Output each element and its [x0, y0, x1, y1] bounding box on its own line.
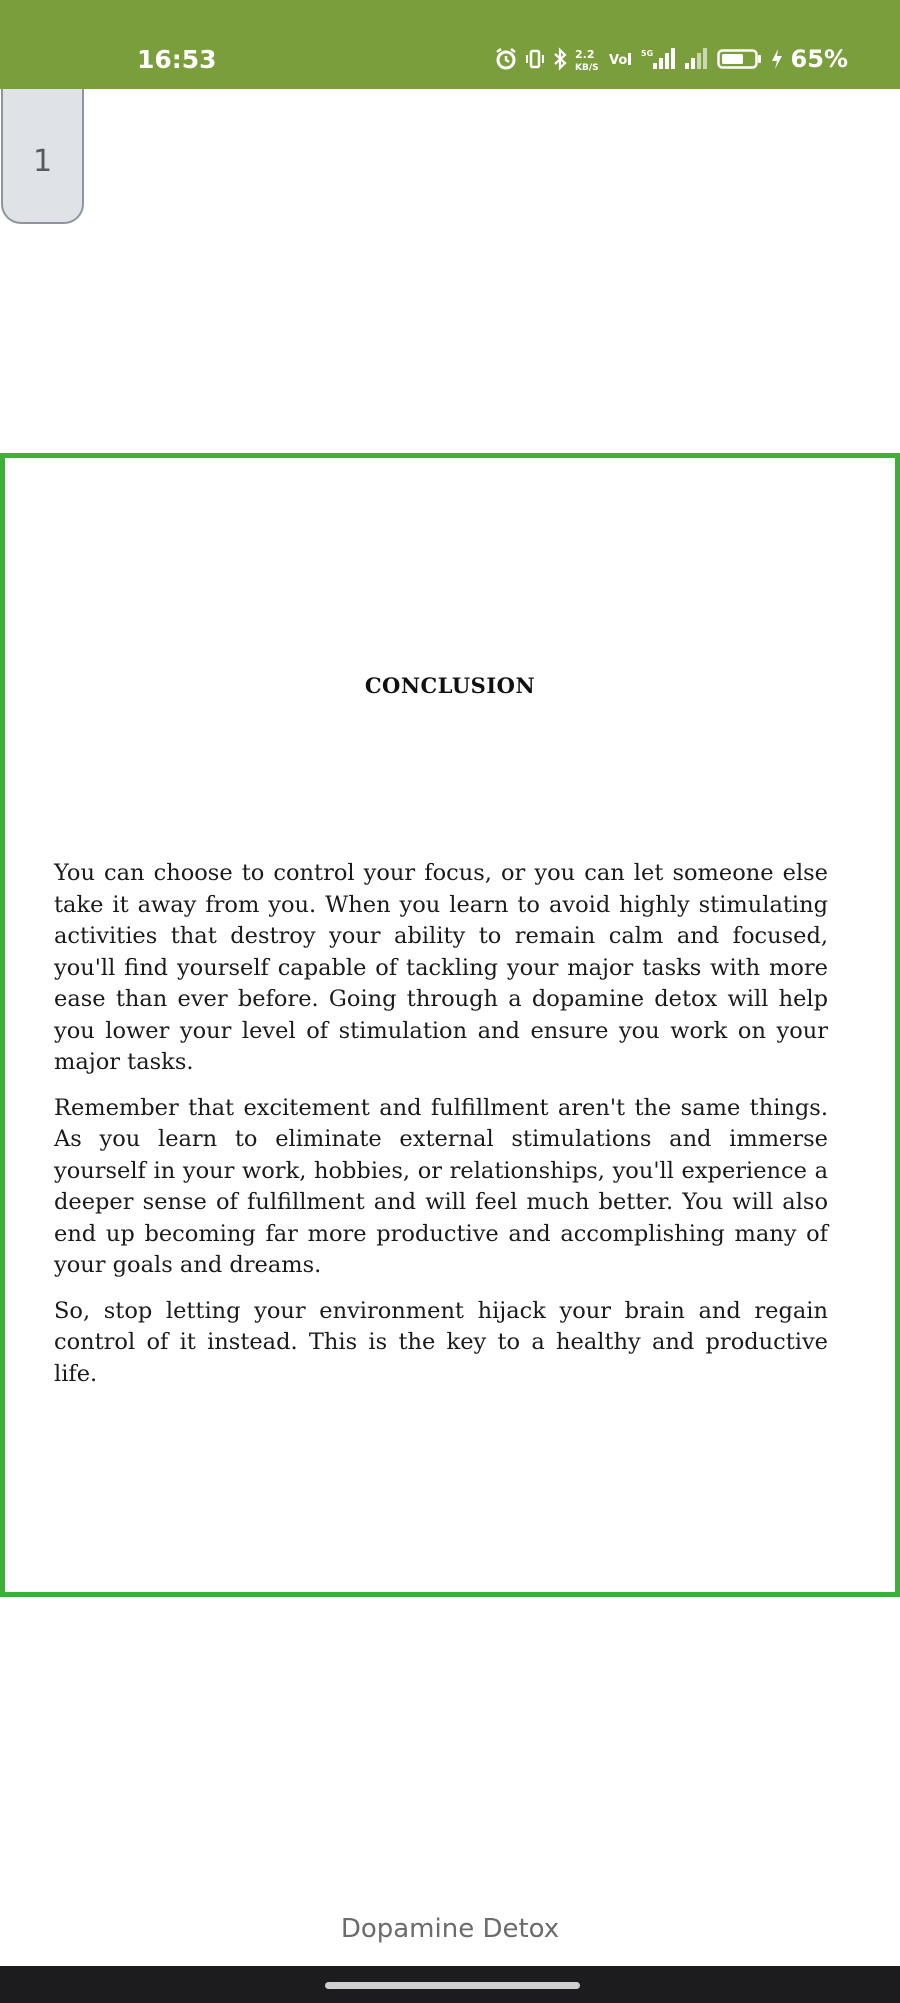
navigation-bar: [0, 1966, 900, 2003]
battery-percentage: 65%: [790, 45, 848, 73]
paragraph: So, stop letting your environment hijack your brain and regain control of it instead. This is the key to a healthy and productive life.: [54, 1297, 828, 1387]
bluetooth-icon: [553, 47, 567, 71]
svg-text:2.2: 2.2: [574, 48, 595, 61]
page-number-tab[interactable]: [1, 89, 84, 224]
chapter-body: [54, 858, 828, 1404]
vibrate-icon: [525, 48, 545, 70]
home-indicator[interactable]: [325, 1982, 580, 1989]
signal-icon: [683, 47, 709, 71]
svg-text:Vo: Vo: [608, 53, 627, 68]
page-number-label: 1: [32, 144, 53, 179]
svg-text:5G: 5G: [640, 49, 653, 58]
data-speed-icon: [575, 47, 601, 71]
charging-icon: [771, 48, 783, 70]
book-title-footer: Dopamine Detox: [340, 1914, 560, 1944]
status-bar: [0, 0, 900, 89]
paragraph: You can choose to control your focus, or you can let someone else take it away from you. When you learn to avoid highly stimulating activities that destroy your ability to remain calm and focused, you'll find yourself capable of tackling your major tasks with more ease than ever before. Going through a dopamine detox will help you lower your level of stimulation and ensure you work on your major tasks.: [54, 860, 828, 1075]
paragraph: Remember that excitement and fulfillment aren't the same things. As you learn to eliminate external stimulations and immerse yourself in your work, hobbies, or relationships, you'll experience a deeper sense of fulfillment and will feel much better. You will also end up becoming far more productive and accomplishing many of your goals and dreams.: [54, 1094, 828, 1278]
status-time: 16:53: [137, 45, 217, 74]
alarm-icon: [495, 47, 517, 71]
battery-icon: [717, 48, 763, 70]
book-page[interactable]: [0, 453, 900, 1597]
svg-text:KB/S: KB/S: [574, 63, 599, 71]
volte-icon: [609, 47, 633, 71]
status-icons: [495, 44, 848, 74]
chapter-title: CONCLUSION: [364, 673, 536, 698]
signal-icon: [641, 47, 675, 71]
